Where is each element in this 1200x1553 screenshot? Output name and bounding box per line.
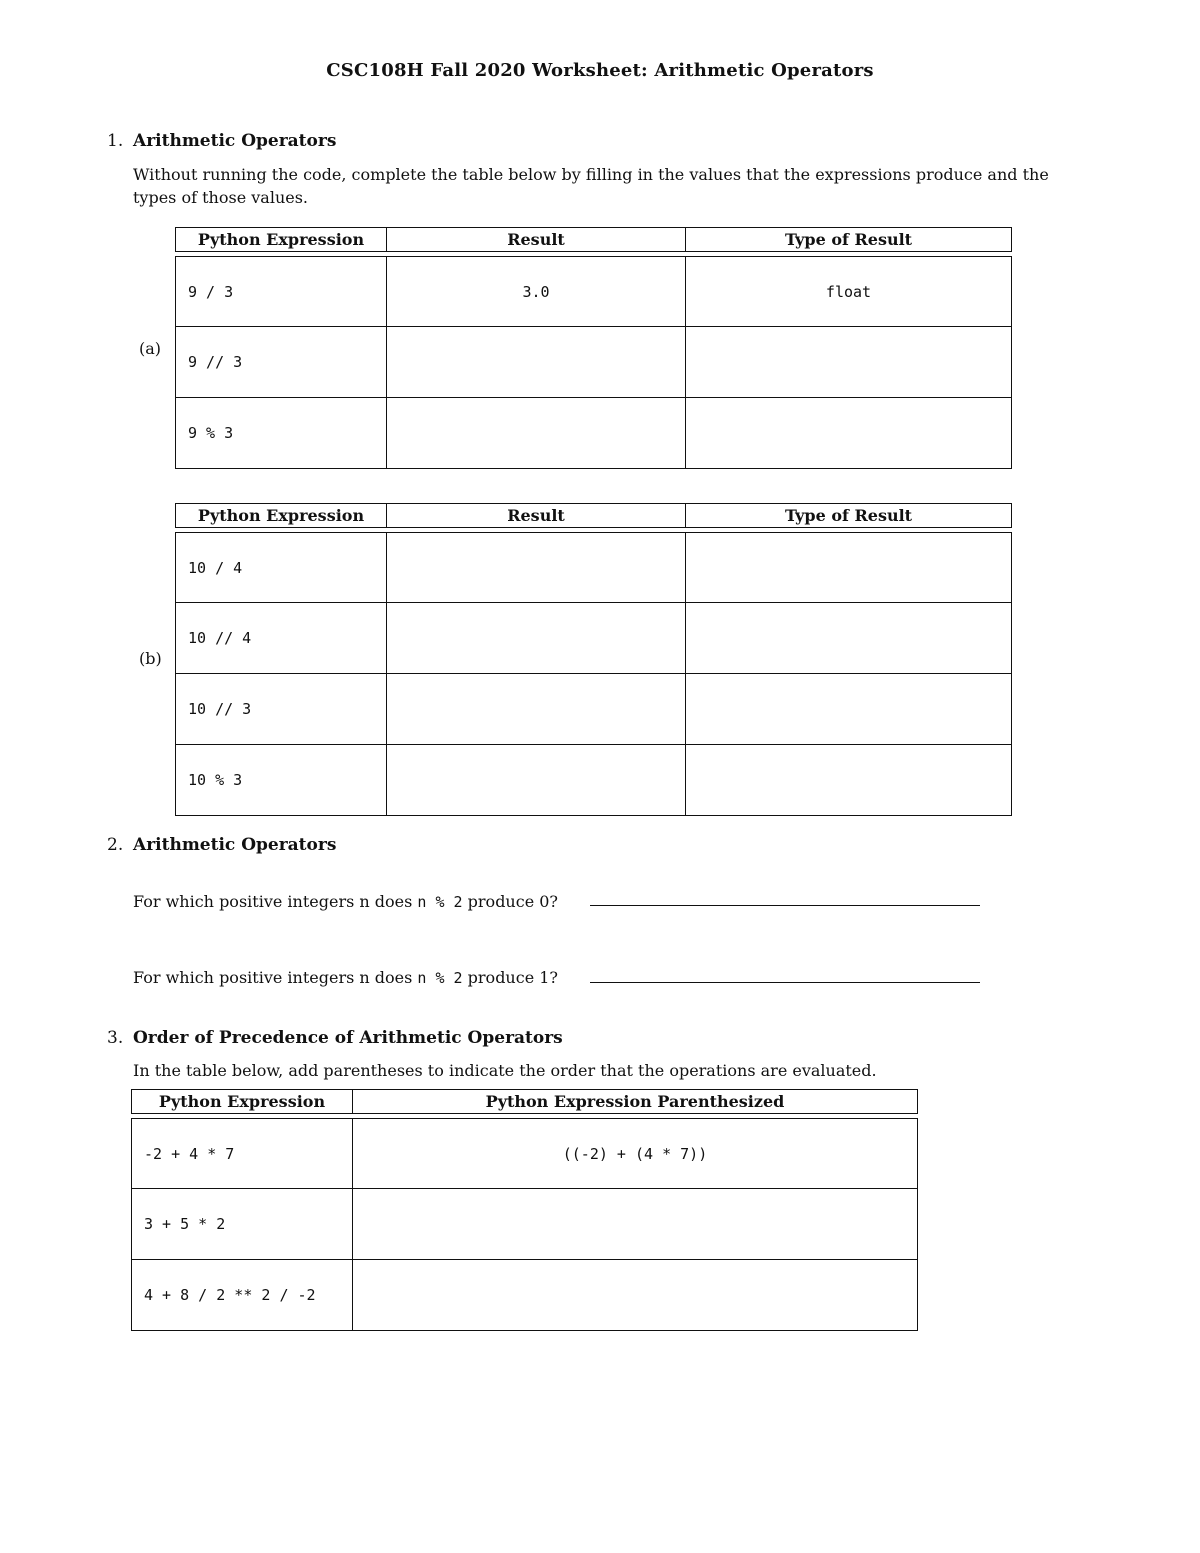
header-python-expression: Python Expression (175, 227, 386, 252)
expression-cell: 3 + 5 * 2 (131, 1189, 352, 1260)
answer-blank-zero[interactable] (590, 905, 980, 906)
parenthesized-cell[interactable] (352, 1260, 918, 1331)
parenthesized-cell[interactable]: ((-2) + (4 * 7)) (352, 1118, 918, 1189)
result-cell[interactable] (386, 603, 685, 674)
expression-cell: 10 // 4 (175, 603, 386, 674)
expression-cell: 9 // 3 (175, 327, 386, 398)
type-cell[interactable] (685, 603, 1012, 674)
header-type-of-result: Type of Result (685, 503, 1012, 528)
table-row (175, 674, 1012, 745)
header-result: Result (386, 503, 685, 528)
part-b-label: (b) (139, 649, 162, 668)
table-part-a (175, 227, 1012, 469)
part-a-label: (a) (139, 339, 162, 358)
result-cell[interactable]: 3.0 (386, 256, 685, 327)
result-cell[interactable] (386, 398, 685, 469)
result-cell[interactable] (386, 745, 685, 816)
page-title: CSC108H Fall 2020 Worksheet: Arithmetic Operators (326, 60, 874, 81)
question-3-heading: Order of Precedence of Arithmetic Operators (133, 1028, 563, 1048)
table-header-row (175, 503, 1012, 528)
question-2-heading: Arithmetic Operators (133, 835, 337, 855)
header-python-expression: Python Expression (131, 1089, 352, 1114)
result-cell[interactable] (386, 327, 685, 398)
table-row (131, 1118, 918, 1189)
table-header-row (131, 1089, 918, 1114)
table-row (175, 327, 1012, 398)
result-cell[interactable] (386, 674, 685, 745)
header-python-expression: Python Expression (175, 503, 386, 528)
type-cell[interactable] (685, 745, 1012, 816)
header-result: Result (386, 227, 685, 252)
question-1-instructions: Without running the code, complete the table below by filling in the values that the expressions produce and the types of those values. (133, 165, 1049, 207)
expression-cell: 10 / 4 (175, 532, 386, 603)
table-part-b (175, 503, 1012, 816)
question-2-number: 2. (107, 835, 124, 855)
expression-cell: 10 % 3 (175, 745, 386, 816)
question-2-prompt-one: For which positive integers n does n % 2 produce 1? (133, 968, 559, 987)
answer-blank-one[interactable] (590, 982, 980, 983)
table-header-row (175, 227, 1012, 252)
header-type-of-result: Type of Result (685, 227, 1012, 252)
type-cell[interactable] (685, 674, 1012, 745)
expression-cell: 4 + 8 / 2 ** 2 / -2 (131, 1260, 352, 1331)
question-2-prompt-zero: For which positive integers n does n % 2 produce 0? (133, 892, 559, 911)
table-row (131, 1189, 918, 1260)
expression-cell: -2 + 4 * 7 (131, 1118, 352, 1189)
type-cell[interactable] (685, 532, 1012, 603)
type-cell[interactable] (685, 327, 1012, 398)
parenthesized-cell[interactable] (352, 1189, 918, 1260)
table-row (175, 603, 1012, 674)
table-row (175, 256, 1012, 327)
question-3-instructions: In the table below, add parentheses to indicate the order that the operations are evaluated. (133, 1061, 877, 1080)
question-1-heading: Arithmetic Operators (133, 131, 337, 151)
table-precedence (131, 1089, 918, 1331)
table-row (175, 398, 1012, 469)
expression-cell: 9 / 3 (175, 256, 386, 327)
type-cell[interactable] (685, 398, 1012, 469)
type-cell[interactable]: float (685, 256, 1012, 327)
question-1-number: 1. (107, 131, 124, 151)
expression-cell: 10 // 3 (175, 674, 386, 745)
table-row (175, 532, 1012, 603)
result-cell[interactable] (386, 532, 685, 603)
table-row (131, 1260, 918, 1331)
expression-cell: 9 % 3 (175, 398, 386, 469)
table-row (175, 745, 1012, 816)
question-3-number: 3. (107, 1028, 124, 1048)
header-parenthesized: Python Expression Parenthesized (352, 1089, 918, 1114)
